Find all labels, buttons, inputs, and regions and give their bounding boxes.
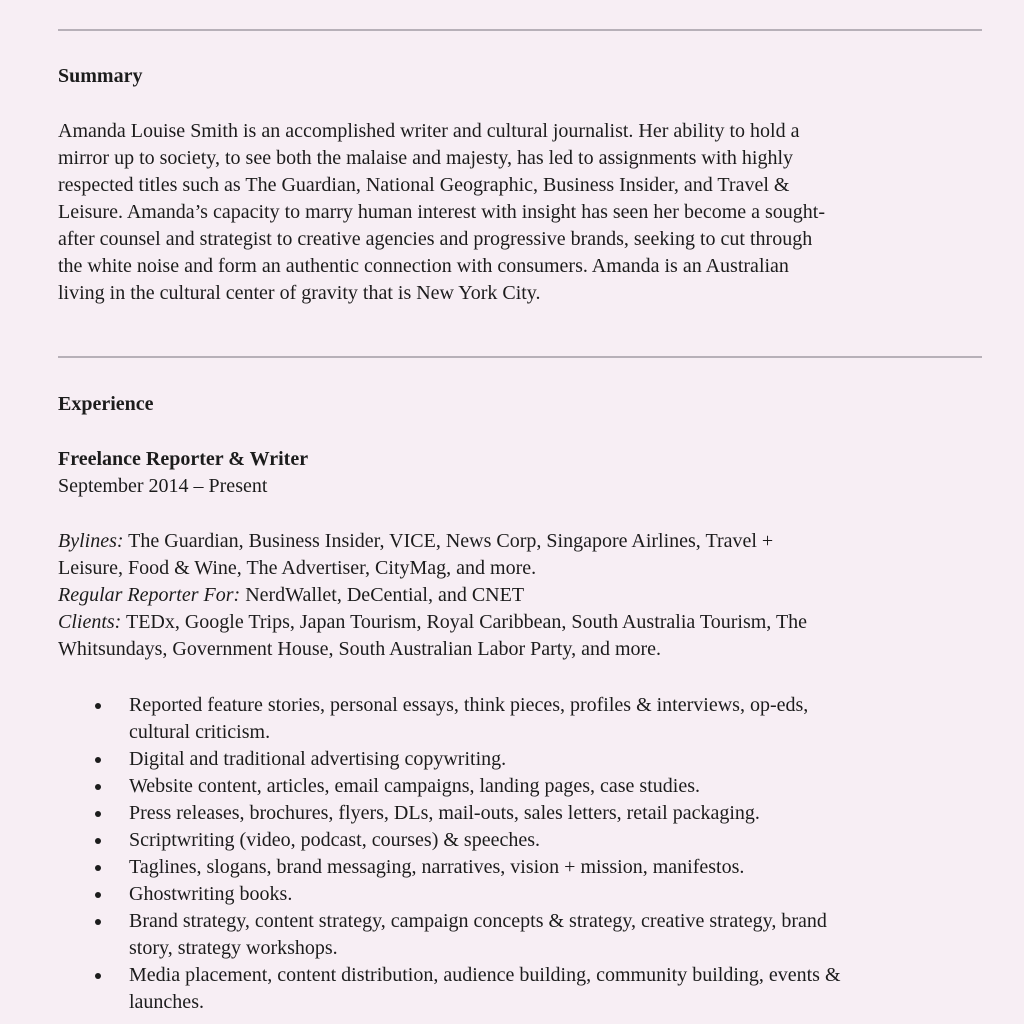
list-item	[58, 881, 982, 908]
bullet-icon	[95, 757, 101, 763]
list-item-line: Scriptwriting (video, podcast, courses) & speeches.	[129, 829, 541, 851]
list-item-line: Brand strategy, content strategy, campaign concepts & strategy, creative strategy, brand	[129, 910, 827, 932]
bullet-icon	[95, 838, 101, 844]
list-item-line: Taglines, slogans, brand messaging, narratives, vision + mission, manifestos.	[129, 856, 745, 878]
bullet-icon	[95, 865, 101, 871]
divider-middle	[58, 356, 982, 358]
list-item-line: Press releases, brochures, flyers, DLs, mail-outs, sales letters, retail packaging.	[129, 802, 760, 824]
list-item	[58, 827, 982, 854]
resume-page	[58, 0, 982, 1024]
regular-reporter-label: Regular Reporter For:	[58, 584, 241, 606]
bylines-line-2: Leisure, Food & Wine, The Advertiser, CityMag, and more.	[58, 557, 537, 579]
bylines-text: The Guardian, Business Insider, VICE, News Corp, Singapore Airlines, Travel +	[123, 530, 774, 552]
divider-top	[58, 29, 982, 31]
list-item	[58, 692, 982, 746]
clients-label: Clients:	[58, 611, 122, 633]
responsibilities-list	[58, 692, 982, 1016]
list-item-line: launches.	[129, 991, 204, 1013]
list-item-line: Media placement, content distribution, audience building, community building, events &	[129, 964, 841, 986]
summary-line: Amanda Louise Smith is an accomplished writer and cultural journalist. Her ability to hold a	[58, 120, 800, 142]
summary-line: living in the cultural center of gravity that is New York City.	[58, 282, 541, 304]
bullet-icon	[95, 892, 101, 898]
experience-heading: Experience	[58, 393, 154, 415]
clients-line	[58, 609, 982, 636]
summary-line: after counsel and strategist to creative agencies and progressive brands, seeking to cut through	[58, 228, 813, 250]
clients-line-2: Whitsundays, Government House, South Australian Labor Party, and more.	[58, 638, 662, 660]
summary-line: respected titles such as The Guardian, National Geographic, Business Insider, and Travel &	[58, 174, 790, 196]
summary-line: mirror up to society, to see both the malaise and majesty, has led to assignments with highly	[58, 147, 794, 169]
list-item-line: Digital and traditional advertising copywriting.	[129, 748, 507, 770]
list-item	[58, 908, 982, 962]
job-title: Freelance Reporter & Writer	[58, 448, 309, 470]
list-item	[58, 854, 982, 881]
bullet-icon	[95, 811, 101, 817]
clients-text: TEDx, Google Trips, Japan Tourism, Royal Caribbean, South Australia Tourism, The	[121, 611, 808, 633]
list-item-line: cultural criticism.	[129, 721, 271, 743]
summary-heading: Summary	[58, 65, 143, 87]
job-header	[58, 446, 982, 500]
job-dates: September 2014 – Present	[58, 475, 268, 497]
summary-paragraph	[58, 118, 982, 307]
bylines-line	[58, 528, 982, 555]
list-item-line: Ghostwriting books.	[129, 883, 293, 905]
list-item	[58, 773, 982, 800]
regular-reporter-line	[58, 582, 982, 609]
bullet-icon	[95, 973, 101, 979]
list-item-line: story, strategy workshops.	[129, 937, 338, 959]
bullet-icon	[95, 919, 101, 925]
list-item	[58, 800, 982, 827]
regular-reporter-text: NerdWallet, DeCential, and CNET	[240, 584, 525, 606]
job-details	[58, 528, 982, 663]
list-item-line: Website content, articles, email campaigns, landing pages, case studies.	[129, 775, 700, 797]
bullet-icon	[95, 784, 101, 790]
list-item-line: Reported feature stories, personal essays, think pieces, profiles & interviews, op-eds,	[129, 694, 809, 716]
summary-line: the white noise and form an authentic connection with consumers. Amanda is an Australian	[58, 255, 789, 277]
summary-line: Leisure. Amanda’s capacity to marry human interest with insight has seen her become a sought-	[58, 201, 826, 223]
list-item	[58, 746, 982, 773]
bylines-label: Bylines:	[58, 530, 124, 552]
list-item	[58, 962, 982, 1016]
bullet-icon	[95, 703, 101, 709]
